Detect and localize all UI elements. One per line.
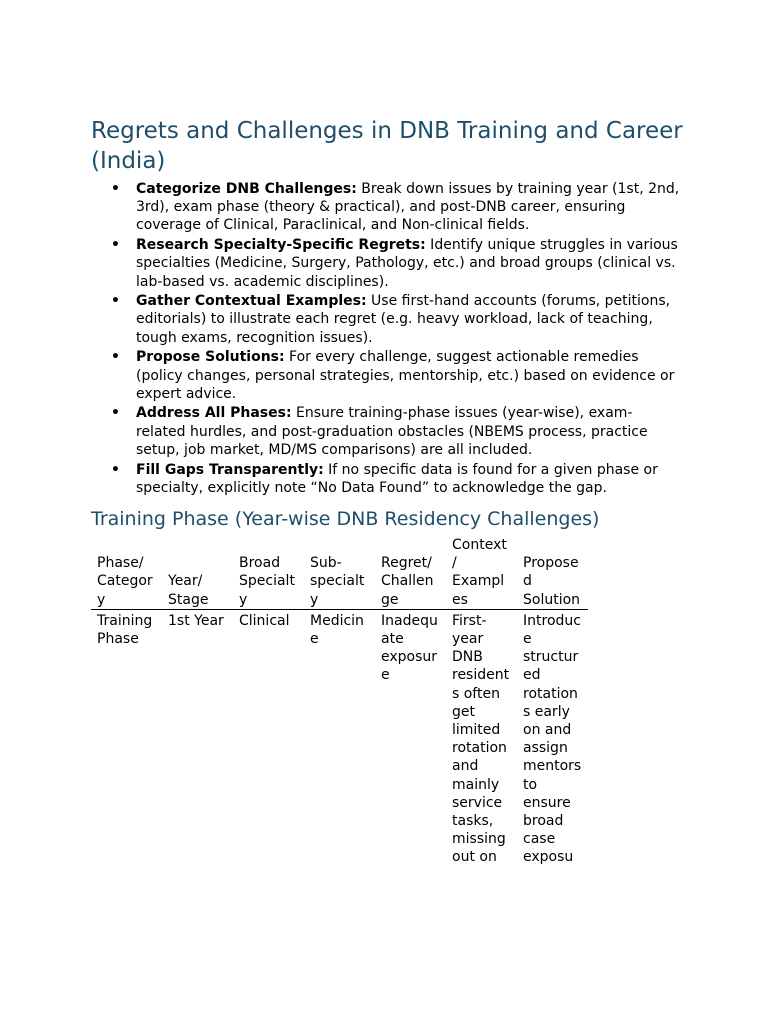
bullet-text: Use first-hand accounts (forums, petitions, editorials) to illustrate each regret (e.g. heavy workload, lack of teaching, tough exams, recognition issues). [136,293,671,346]
table-cell: First-year DNB residents often get limited rotation and mainly service tasks, missing out on [452,612,510,866]
column-header: Sub-specialty [304,536,375,609]
column-header: Proposed Solution [517,536,588,609]
bullet-dot: • [111,237,120,254]
table-cell: Clinical [239,612,290,629]
column-header: Year/ Stage [162,536,233,609]
table-row [91,609,588,866]
bullet-item [91,461,680,497]
section-heading: Training Phase (Year-wise DNB Residency Challenges) [91,507,600,530]
bullet-bold: Fill Gaps Transparently: [136,461,324,478]
column-header: Context/ Examples [446,536,517,609]
column-header: Regret/ Challenge [375,536,446,609]
bullet-text: Identify unique struggles in various specialties (Medicine, Surgery, Pathology, etc.) and broad groups (clinical vs. lab-based vs. academic disciplines). [136,237,678,290]
table-header-row [91,536,588,609]
bullet-bold: Address All Phases: [136,405,292,422]
bullet-list [91,180,691,497]
column-header: Phase/ Category [91,536,162,609]
bullet-bold: Propose Solutions: [136,349,285,366]
document-title: Regrets and Challenges in DNB Training and Career (India) [91,118,683,174]
bullet-bold: Categorize DNB Challenges: [136,181,357,197]
bullet-dot: • [111,181,120,197]
bullet-text: Break down issues by training year (1st, 2nd, 3rd), exam phase (theory & practical), and post-DNB career, ensuring coverage of Clinical, Paraclinical, and Non-clinical fields. [136,181,680,234]
column-header: Broad Specialty [233,536,304,609]
document-page [91,116,691,867]
bullet-dot: • [111,405,120,422]
challenges-table [91,536,588,867]
bullet-item [91,348,680,403]
bullet-bold: Gather Contextual Examples: [136,293,367,310]
bullet-item [91,236,680,291]
bullet-bold: Research Specialty-Specific Regrets: [136,237,426,254]
bullet-dot: • [111,349,120,366]
table-cell: Medicine [310,612,364,647]
bullet-dot: • [111,461,120,478]
table-cell: 1st Year [168,612,224,629]
bullet-text: If no specific data is found for a given phase or specialty, explicitly note “No Data Found” to acknowledge the gap. [136,461,658,496]
bullet-text: For every challenge, suggest actionable remedies (policy changes, personal strategies, mentorship, etc.) based on evidence or expert advice. [136,349,675,402]
bullet-item [91,404,680,459]
bullet-text: Ensure training-phase issues (year-wise), exam-related hurdles, and post-graduation obstacles (NBEMS process, practice setup, job market, MD/MS comparisons) are all included. [136,405,648,458]
table-cell: Inadequate exposure [381,612,438,684]
bullet-item [91,180,680,235]
bullet-dot: • [111,293,120,310]
table-cell: Introduce structured rotations early on and assign mentors to ensure broad case exposu [523,612,582,866]
table-cell: Training Phase [97,612,153,647]
bullet-item [91,292,680,347]
